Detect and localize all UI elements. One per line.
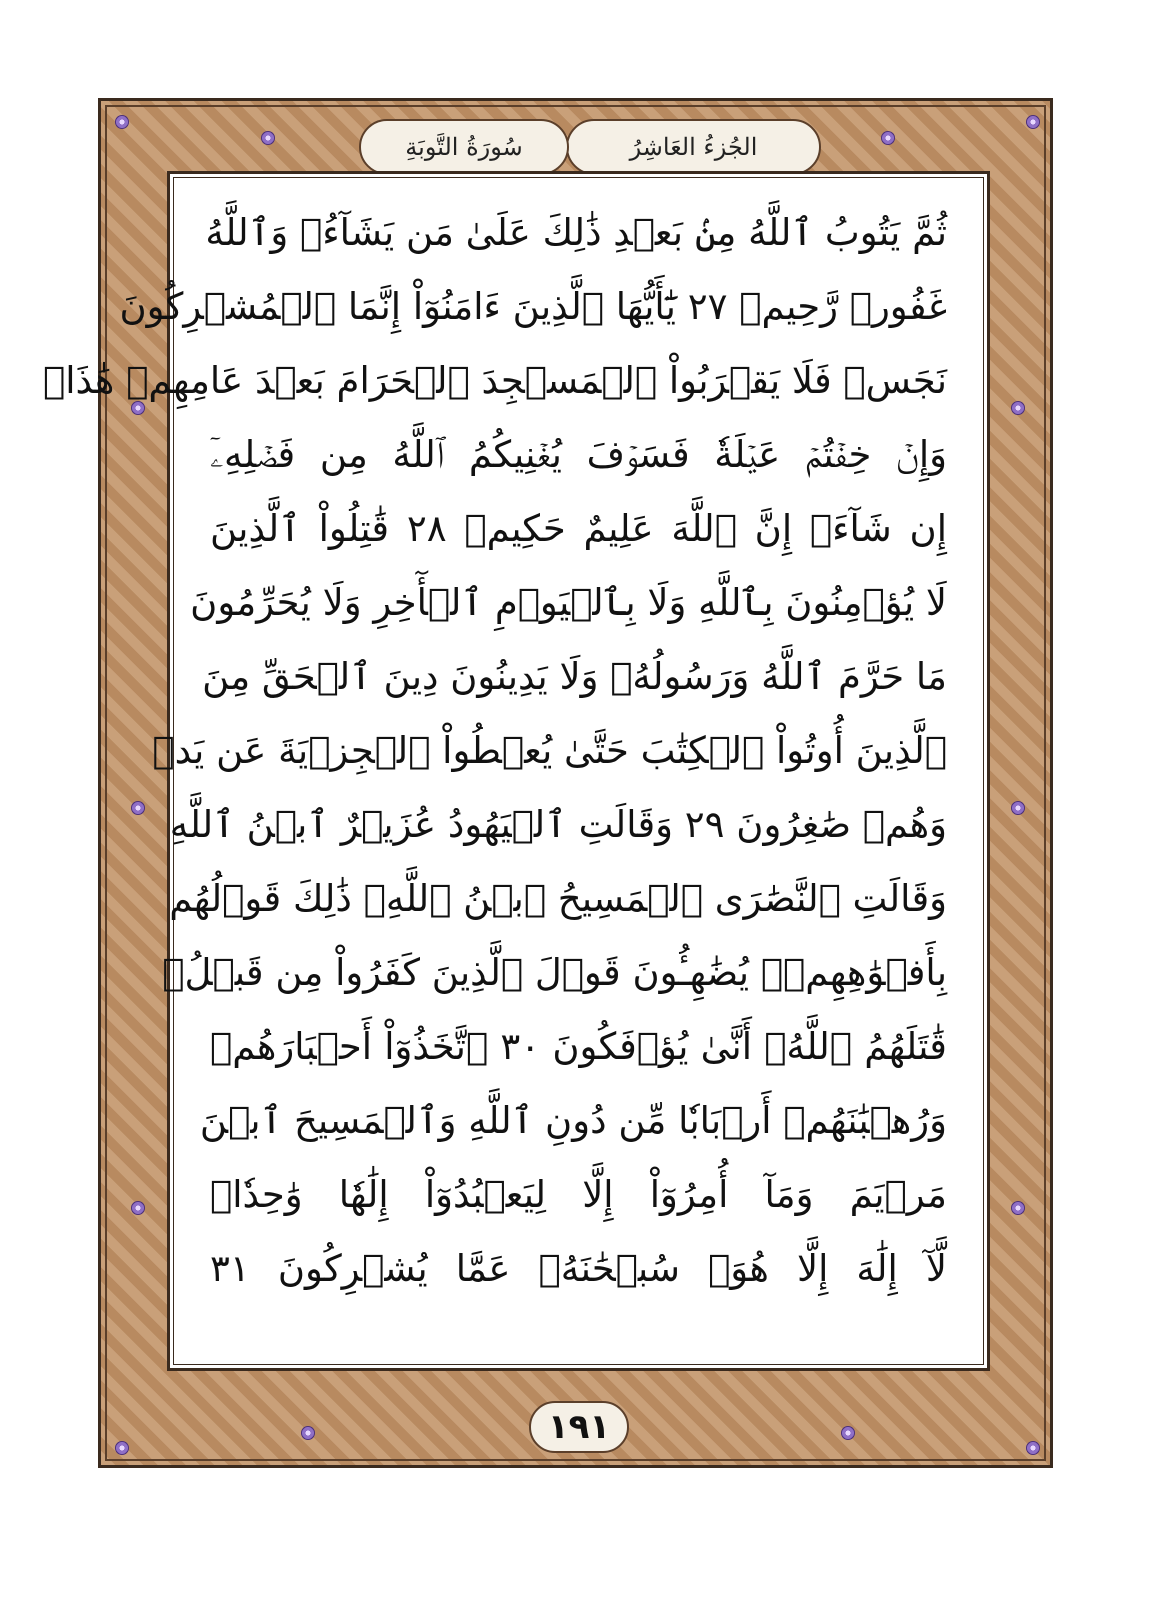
text-line: قَٰتَلَهُمُ ٱللَّهُۖ أَنَّىٰ يُؤۡفَكُونَ ٣٠ ٱتَّخَذُوٓاْ أَحۡبَارَهُمۡ [210,1025,947,1068]
rosette-ornament [1011,801,1025,815]
rosette-ornament [115,1441,129,1455]
text-line: نَجَسٞ فَلَا يَقۡرَبُواْ ٱلۡمَسۡجِدَ ٱلۡحَرَامَ بَعۡدَ عَامِهِمۡ هَٰذَاۚ [43,359,947,402]
text-line: وَقَالَتِ ٱلنَّصَٰرَى ٱلۡمَسِيحُ ٱبۡنُ ٱللَّهِۖ ذَٰلِكَ قَوۡلُهُم [169,877,947,920]
rosette-ornament [1026,1441,1040,1455]
text-line: ٱلَّذِينَ أُوتُواْ ٱلۡكِتَٰبَ حَتَّىٰ يُعۡطُواْ ٱلۡجِزۡيَةَ عَن يَدٖ [152,729,947,772]
ornamental-border [43,98,1053,1468]
rosette-ornament [131,1201,145,1215]
rosette-ornament [261,131,275,145]
page-number: ١٩١ [529,1401,629,1453]
rosette-ornament [1026,115,1040,129]
rosette-ornament [301,1426,315,1440]
text-line: مَرۡيَمَ وَمَآ أُمِرُوٓاْ إِلَّا لِيَعۡبُدُوٓاْ إِلَٰهٗا وَٰحِدٗاۖ [210,1173,947,1216]
text-line: وَرُهۡبَٰنَهُمۡ أَرۡبَابٗا مِّن دُونِ ٱللَّهِ وَٱلۡمَسِيحَ ٱبۡنَ [199,1099,947,1142]
rosette-ornament [1011,401,1025,415]
rosette-ornament [131,801,145,815]
verse-text-panel [43,171,990,1371]
text-line: بِأَفۡوَٰهِهِمۡۖ يُضَٰهِـُٔونَ قَوۡلَ ٱلَّذِينَ كَفَرُواْ مِن قَبۡلُۚ [162,951,947,994]
text-line: إِن شَآءَۚ إِنَّ ٱللَّهَ عَلِيمٌ حَكِيمٞ ٢٨ قَٰتِلُواْ ٱلَّذِينَ [210,507,947,550]
rosette-ornament [881,131,895,145]
verse-lines [43,196,947,1306]
text-line: وَهُمۡ صَٰغِرُونَ ٢٩ وَقَالَتِ ٱلۡيَهُودُ عُزَيۡرٌ ٱبۡنُ ٱللَّهِ [169,803,947,846]
juz-title: الجُزءُ العَاشِرُ [566,119,821,175]
text-line: مَا حَرَّمَ ٱللَّهُ وَرَسُولُهُۥ وَلَا يَدِينُونَ دِينَ ٱلۡحَقِّ مِنَ [202,655,947,698]
surah-title: سُورَةُ التَّوبَةِ [359,119,569,175]
rosette-ornament [841,1426,855,1440]
rosette-ornament [115,115,129,129]
text-line: وَإِنۡ خِفۡتُمۡ عَيۡلَةٗ فَسَوۡفَ يُغۡنِيكُمُ ٱللَّهُ مِن فَضۡلِهِۦٓ [210,433,947,476]
text-line: غَفُورٞ رَّحِيمٞ ٢٧ يَٰٓأَيُّهَا ٱلَّذِينَ ءَامَنُوٓاْ إِنَّمَا ٱلۡمُشۡرِكُونَ [119,285,947,328]
text-line: لَا يُؤۡمِنُونَ بِٱللَّهِ وَلَا بِٱلۡيَوۡمِ ٱلۡأٓخِرِ وَلَا يُحَرِّمُونَ [190,581,947,624]
rosette-ornament [1011,1201,1025,1215]
text-line: ثُمَّ يَتُوبُ ٱللَّهُ مِنۢ بَعۡدِ ذَٰلِكَ عَلَىٰ مَن يَشَآءُۗ وَٱللَّهُ [205,211,947,254]
text-line: لَّآ إِلَٰهَ إِلَّا هُوَۚ سُبۡحَٰنَهُۥ عَمَّا يُشۡرِكُونَ ٣١ [210,1247,947,1290]
